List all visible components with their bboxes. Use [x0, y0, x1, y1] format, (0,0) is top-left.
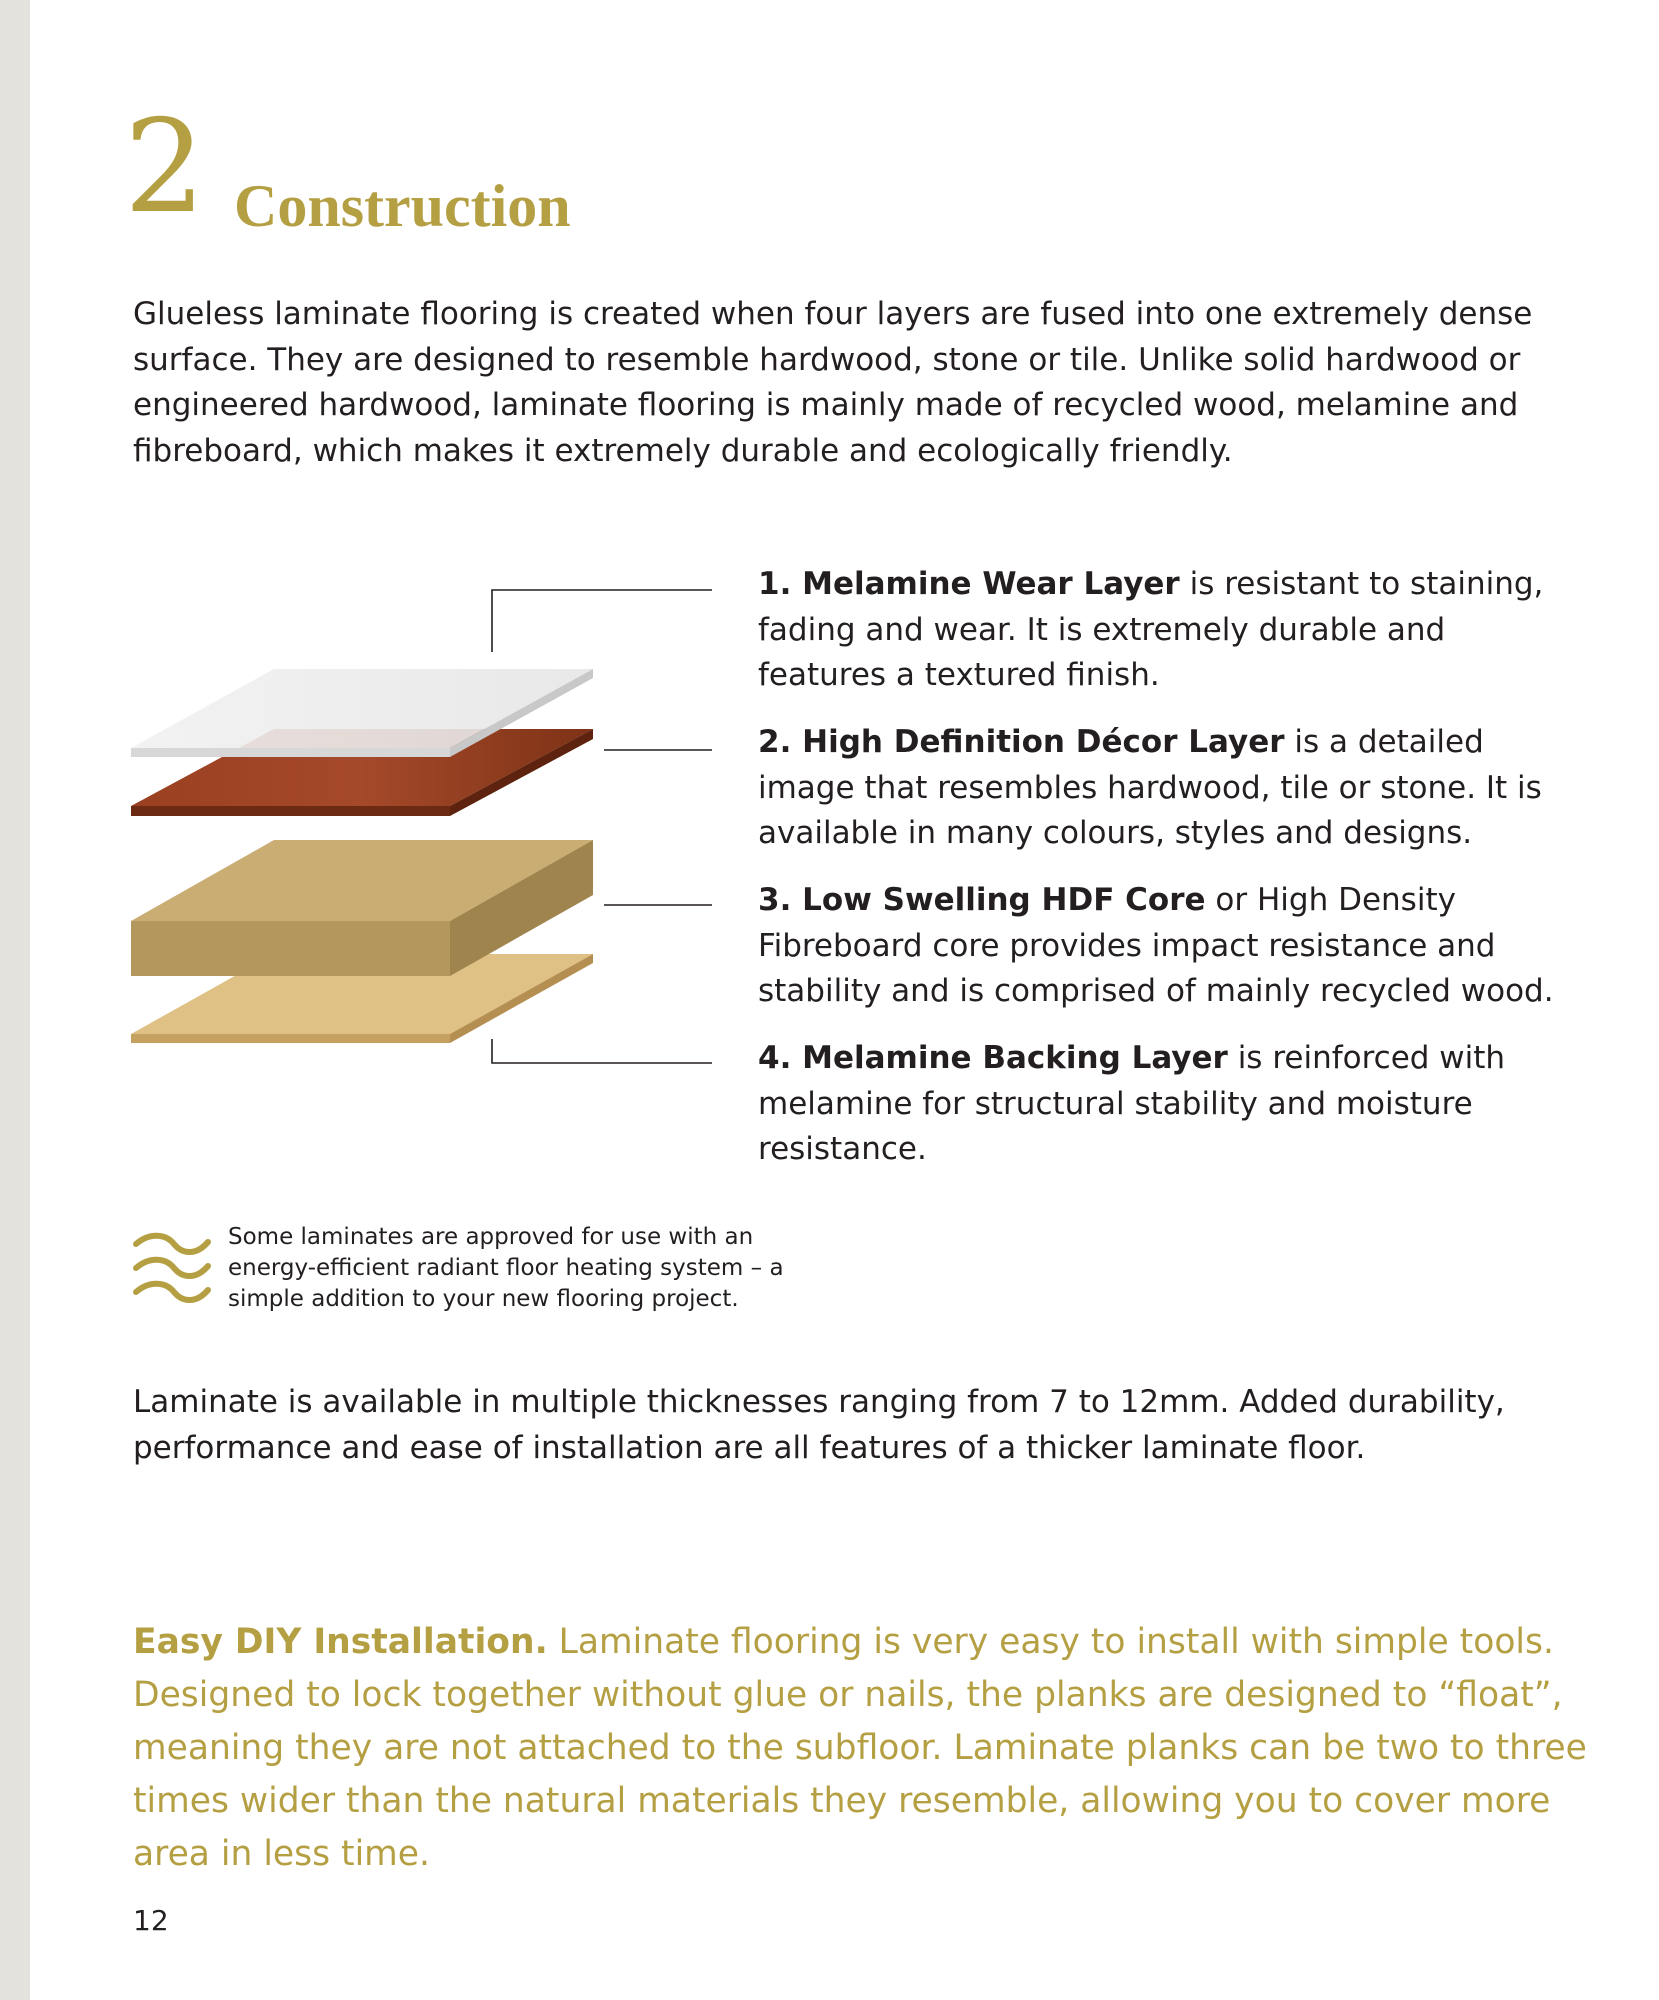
- layer-title-wear: 1. Melamine Wear Layer: [758, 566, 1180, 602]
- layer-description-decor: [758, 720, 1578, 857]
- diy-text: Laminate flooring is very easy to install with simple tools. Designed to lock together without glue or nails, the planks are designed to “float”, meaning they are not attached to the subfloor. Laminate planks can be two to three times wider than the natural materials they resemble, allowing you to cover more area in less time.: [133, 1622, 1587, 1874]
- page-number: 12: [133, 1904, 169, 1937]
- chapter-title: Construction: [234, 173, 571, 239]
- chapter-number: 2: [124, 93, 206, 242]
- diy-title: Easy DIY Installation.: [133, 1622, 548, 1662]
- radiant-heat-icon: [132, 1228, 212, 1308]
- layer-title-backing: 4. Melamine Backing Layer: [758, 1040, 1228, 1076]
- layer-description-core: [758, 878, 1578, 1015]
- layer-description-backing: [758, 1036, 1578, 1173]
- layer-title-decor: 2. High Definition Décor Layer: [758, 724, 1285, 760]
- intro-paragraph: Glueless laminate flooring is created when four layers are fused into one extremely dense surface. They are designed to resemble hardwood, stone or tile. Unlike solid hardwood or engineered hardwood, laminate flooring is mainly made of recycled wood, melamine and fibreboard, which makes it extremely durable and ecologically friendly.: [133, 296, 1533, 469]
- radiant-heating-note: Some laminates are approved for use with an energy-efficient radiant floor heating system – a simple addition to your new flooring project.: [228, 1224, 784, 1312]
- layer-title-core: 3. Low Swelling HDF Core: [758, 882, 1206, 918]
- layer-text-backing: is reinforced with melamine for structural stability and moisture resistance.: [758, 1040, 1506, 1167]
- layer-description-wear: [758, 562, 1578, 699]
- leader-line-wear: [492, 590, 712, 652]
- thickness-paragraph: Laminate is available in multiple thicknesses ranging from 7 to 12mm. Added durability, performance and ease of installation are all features of a thicker laminate floor.: [133, 1384, 1505, 1466]
- diy-installation-paragraph: [133, 1616, 1593, 1881]
- layer-text-core: or High Density Fibreboard core provides impact resistance and stability and is comprised of mainly recycled wood.: [758, 882, 1554, 1009]
- leader-line-backing: [492, 1039, 712, 1063]
- layer-text-decor: is a detailed image that resembles hardwood, tile or stone. It is available in many colours, styles and designs.: [758, 724, 1542, 851]
- layer-text-wear: is resistant to staining, fading and wear. It is extremely durable and features a textured finish.: [758, 566, 1544, 693]
